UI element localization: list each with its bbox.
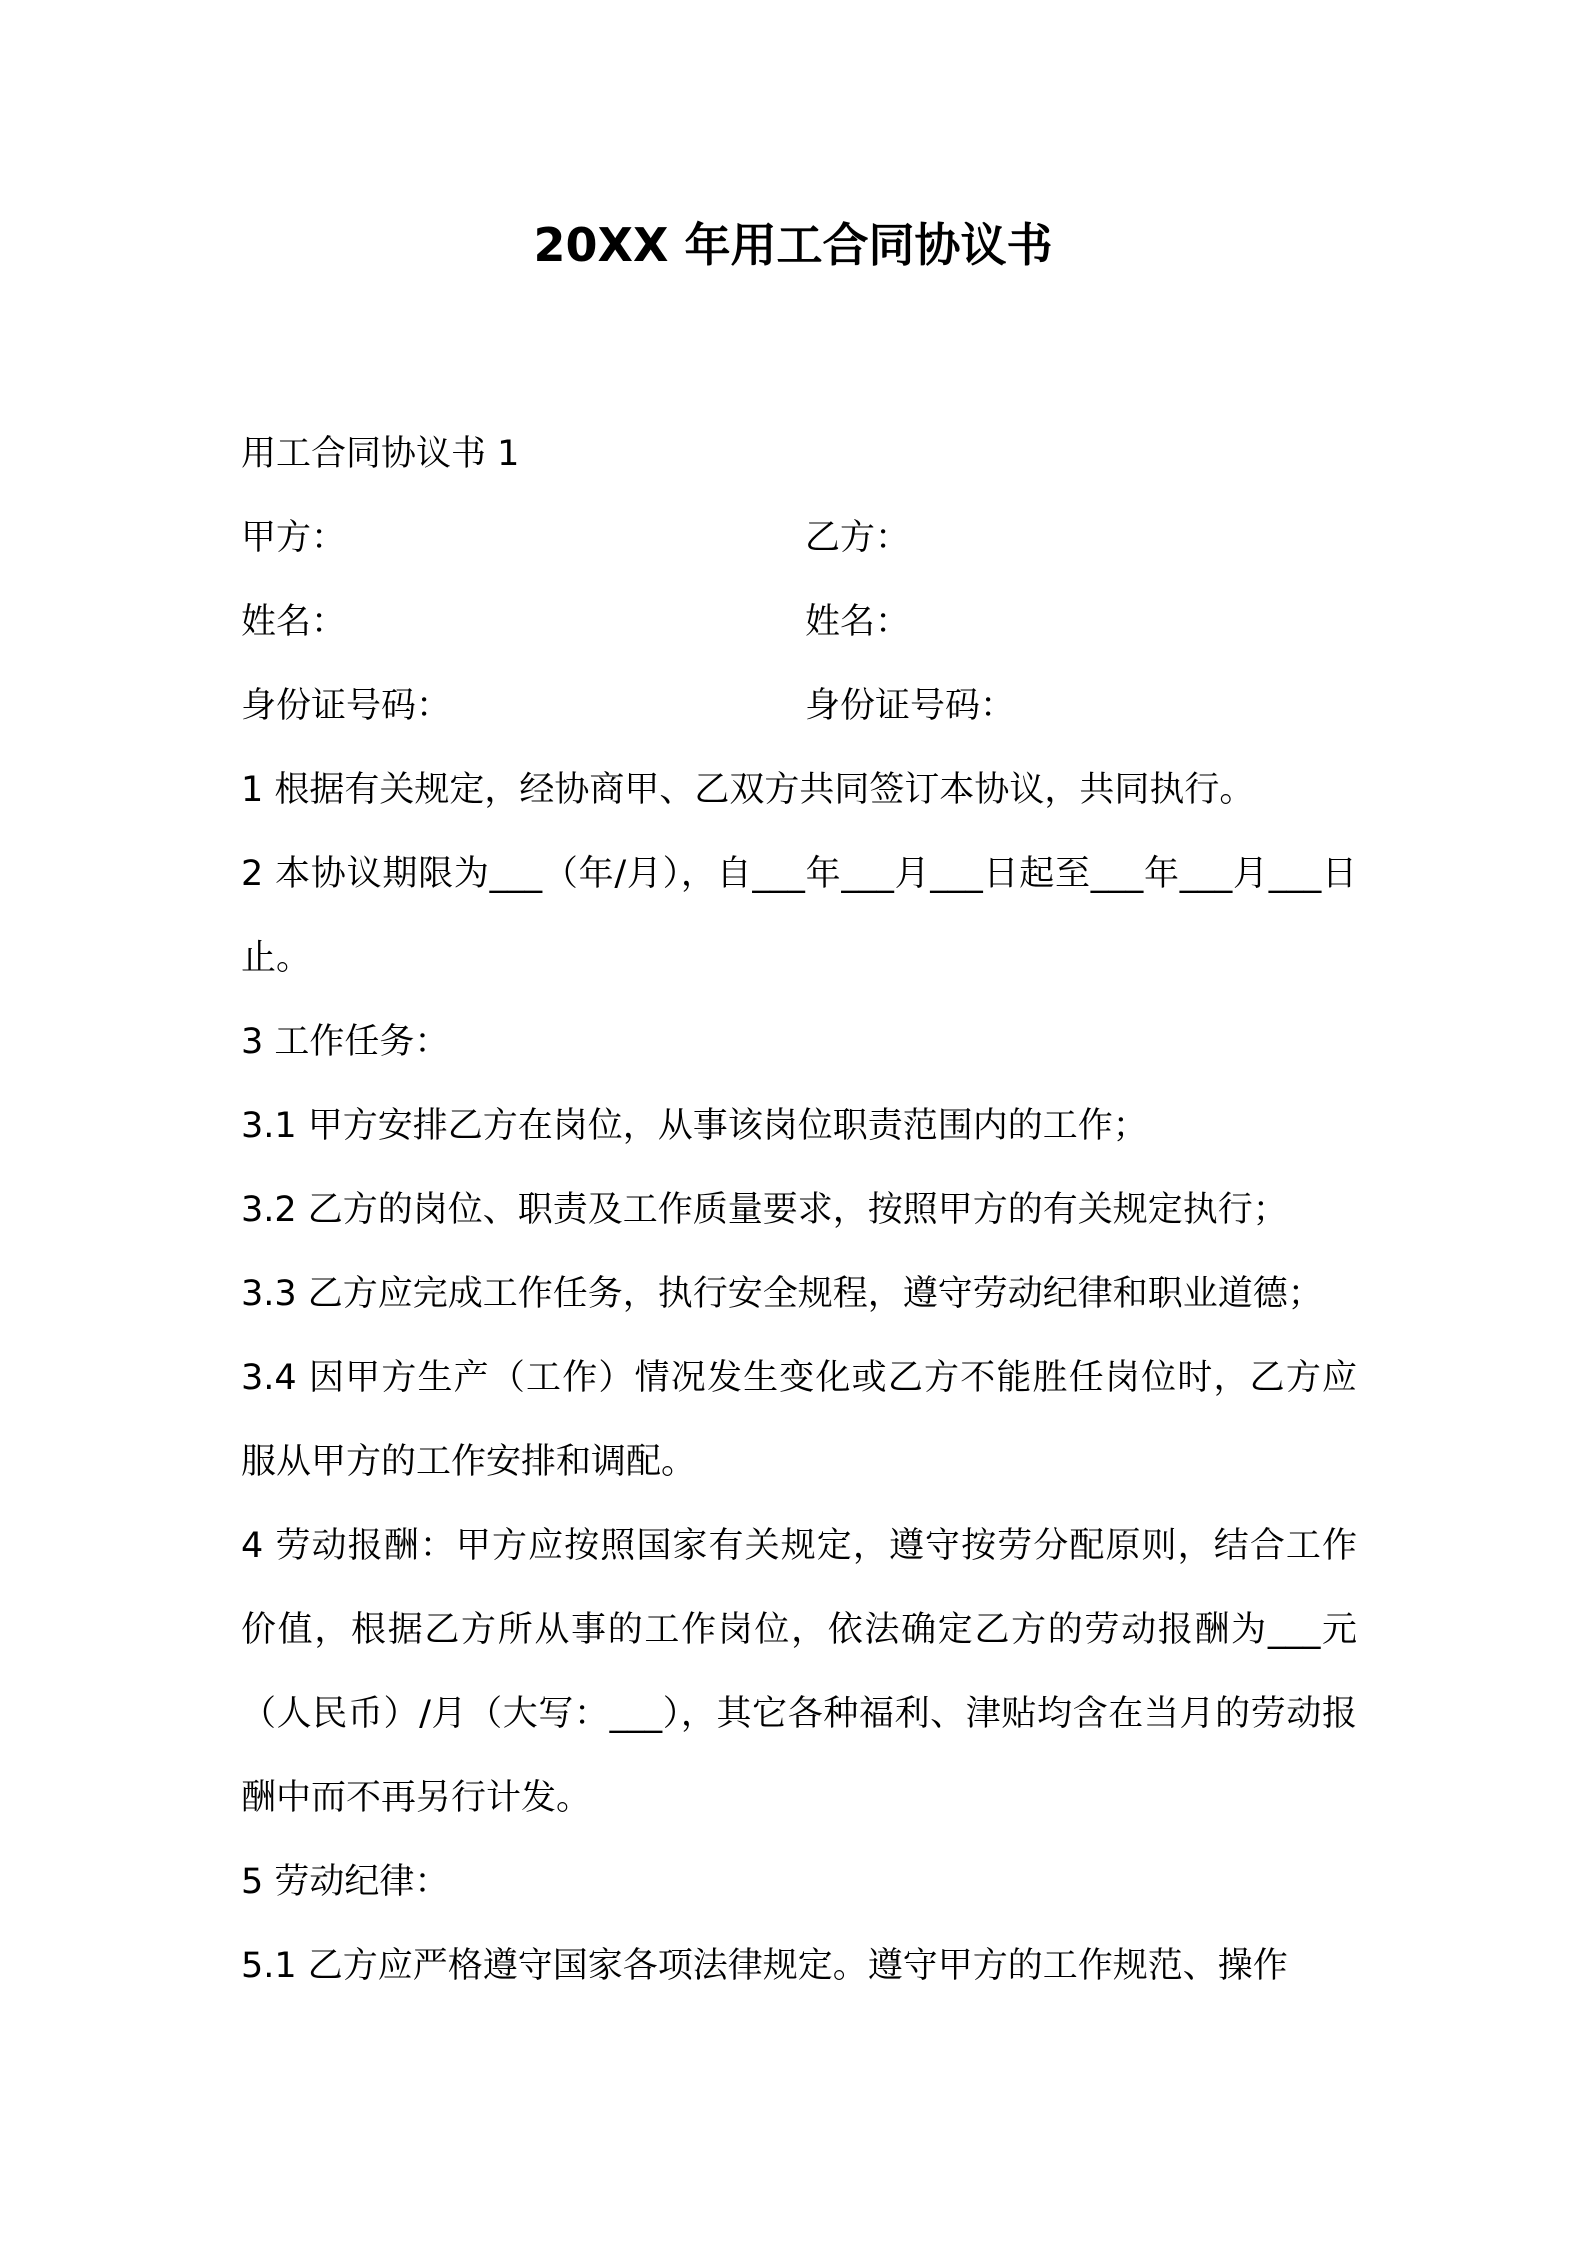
party-b-label: 乙方： <box>805 518 911 558</box>
name-row <box>241 580 1357 664</box>
id-number-a-label: 身份证号码： <box>241 686 452 726</box>
clause-5: 5 劳动纪律： <box>241 1862 450 1902</box>
clause-5-1: 5.1 乙方应严格遵守国家各项法律规定。遵守甲方的工作规范、操作 <box>241 1946 1288 1986</box>
clause-2: 2 本协议期限为___（年/月），自___年___月___日起至___年___月___日止。 <box>241 854 1357 978</box>
document-title: 20XX 年用工合同协议书 <box>533 218 1053 272</box>
name-a-label: 姓名： <box>241 602 347 642</box>
id-number-b-label: 身份证号码： <box>805 686 1016 726</box>
party-a-label: 甲方： <box>241 518 347 558</box>
clause-3-3: 3.3 乙方应完成工作任务，执行安全规程，遵守劳动纪律和职业道德； <box>241 1274 1323 1314</box>
id-row <box>241 664 1357 748</box>
clause-4: 4 劳动报酬：甲方应按照国家有关规定，遵守按劳分配原则，结合工作价值，根据乙方所从事的工作岗位，依法确定乙方的劳动报酬为___元（人民币）/月（大写：___），其它各种福利、津贴均含在当月的劳动报酬中而不再另行计发。 <box>241 1526 1357 1818</box>
clause-3-4: 3.4 因甲方生产（工作）情况发生变化或乙方不能胜任岗位时，乙方应服从甲方的工作安排和调配。 <box>241 1358 1357 1482</box>
contract-subtitle: 用工合同协议书 1 <box>241 434 520 474</box>
clause-3-1: 3.1 甲方安排乙方在岗位，从事该岗位职责范围内的工作； <box>241 1106 1148 1146</box>
clause-3: 3 工作任务： <box>241 1022 450 1062</box>
party-row <box>241 496 1357 580</box>
clause-1: 1 根据有关规定，经协商甲、乙双方共同签订本协议，共同执行。 <box>241 770 1255 810</box>
clause-3-2: 3.2 乙方的岗位、职责及工作质量要求，按照甲方的有关规定执行； <box>241 1190 1288 1230</box>
document-body <box>241 412 1357 2008</box>
name-b-label: 姓名： <box>805 602 911 642</box>
